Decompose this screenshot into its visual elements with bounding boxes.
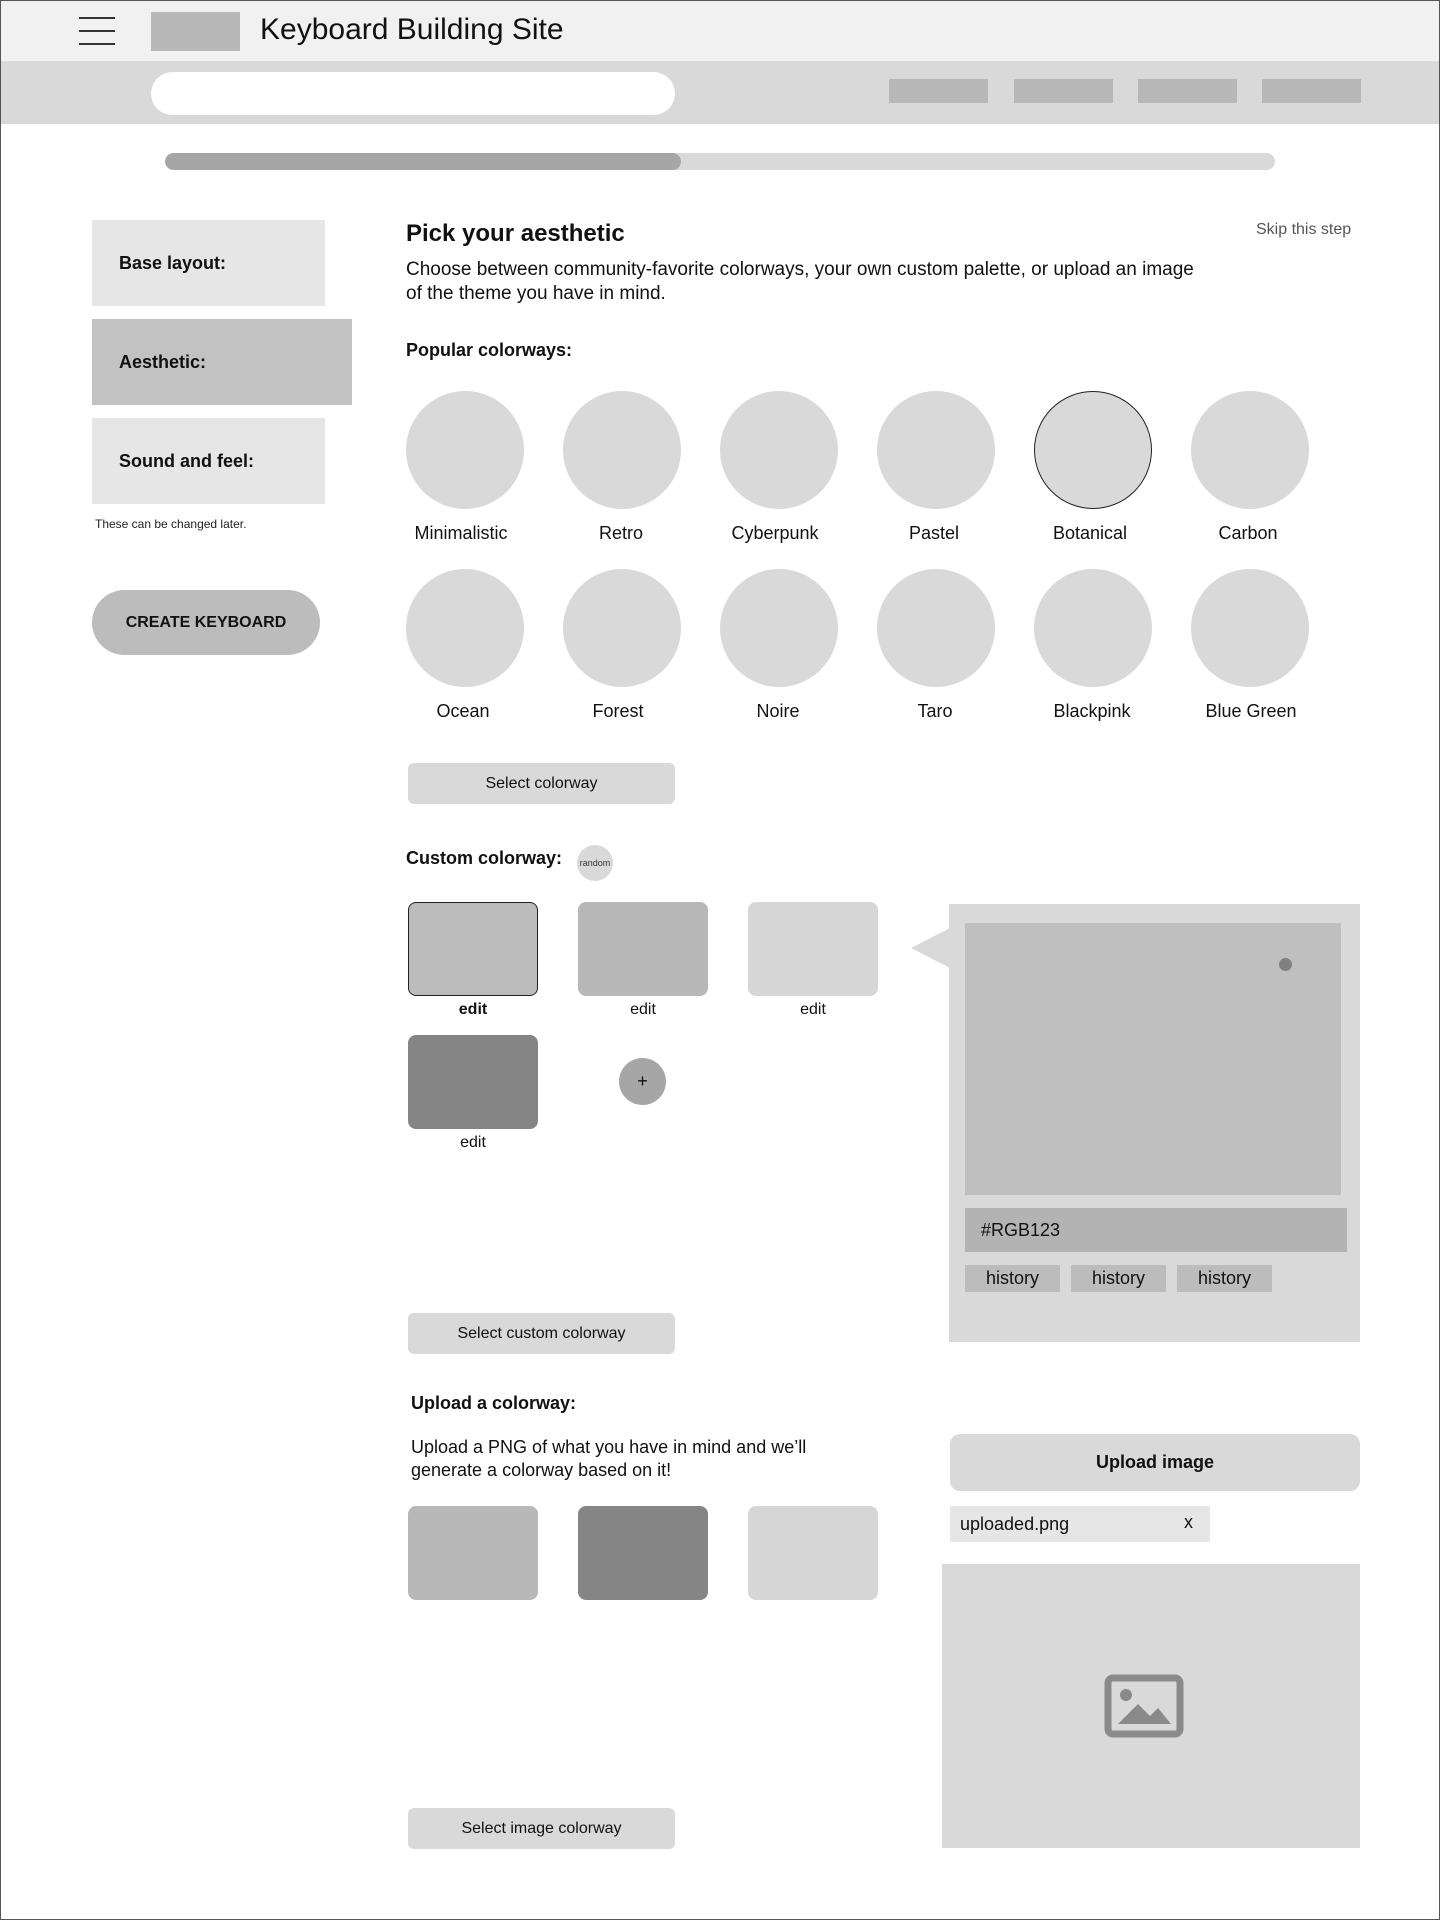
colorway-swatch-ocean[interactable] bbox=[406, 569, 524, 687]
search-input[interactable] bbox=[151, 72, 675, 115]
upload-color-box-1[interactable] bbox=[408, 1506, 538, 1600]
custom-color-box-3[interactable] bbox=[748, 902, 878, 996]
site-logo[interactable] bbox=[151, 12, 240, 51]
remove-file-button[interactable]: x bbox=[1184, 1512, 1193, 1532]
nav-link-1[interactable] bbox=[889, 79, 988, 103]
intro-text: Choose between community-favorite colorways, your own custom palette, or upload an image of the theme you have in mind. bbox=[406, 259, 1194, 304]
colorway-swatch-minimalistic[interactable] bbox=[406, 391, 524, 509]
top-header bbox=[1, 1, 1439, 61]
edit-color-link-2[interactable]: edit bbox=[630, 1001, 656, 1018]
color-history-chip-1[interactable]: history bbox=[965, 1265, 1060, 1292]
colorway-swatch-taro[interactable] bbox=[877, 569, 995, 687]
colorway-swatch-botanical[interactable] bbox=[1034, 391, 1152, 509]
colorway-label: Pastel bbox=[908, 523, 960, 543]
progress-bar-fill bbox=[165, 153, 681, 170]
colorway-swatch-noire[interactable] bbox=[720, 569, 838, 687]
sidebar-step-base-layout[interactable]: Base layout: bbox=[92, 220, 325, 306]
select-custom-colorway-button[interactable]: Select custom colorway bbox=[408, 1313, 675, 1354]
image-placeholder-icon bbox=[1104, 1674, 1184, 1738]
colorway-label: Minimalistic bbox=[414, 523, 508, 543]
colorway-label: Cyberpunk bbox=[731, 523, 819, 543]
colorway-swatch-pastel[interactable] bbox=[877, 391, 995, 509]
sidebar-step-sound-and-feel[interactable]: Sound and feel: bbox=[92, 418, 325, 504]
color-history-chip-3[interactable]: history bbox=[1177, 1265, 1272, 1292]
nav-link-4[interactable] bbox=[1262, 79, 1361, 103]
skip-step-link[interactable]: Skip this step bbox=[1256, 221, 1352, 238]
color-history-chip-2[interactable]: history bbox=[1071, 1265, 1166, 1292]
colorway-swatch-retro[interactable] bbox=[563, 391, 681, 509]
nav-link-3[interactable] bbox=[1138, 79, 1237, 103]
colorway-swatch-blackpink[interactable] bbox=[1034, 569, 1152, 687]
uploaded-file-name: uploaded.png bbox=[960, 1514, 1070, 1534]
colorway-swatch-carbon[interactable] bbox=[1191, 391, 1309, 509]
create-keyboard-button[interactable]: CREATE KEYBOARD bbox=[92, 590, 320, 655]
select-colorway-button[interactable]: Select colorway bbox=[408, 763, 675, 804]
colorway-label: Blackpink bbox=[1053, 701, 1131, 721]
color-picker-pointer bbox=[911, 928, 950, 968]
upload-color-box-2[interactable] bbox=[578, 1506, 708, 1600]
edit-color-link-1[interactable]: edit bbox=[458, 1001, 488, 1018]
custom-color-box-1[interactable] bbox=[408, 902, 538, 996]
page-title: Pick your aesthetic bbox=[406, 220, 625, 247]
colorway-label: Carbon bbox=[1218, 523, 1278, 543]
edit-color-link-4[interactable]: edit bbox=[460, 1134, 486, 1151]
hamburger-menu-icon[interactable] bbox=[79, 17, 115, 45]
colorway-swatch-forest[interactable] bbox=[563, 569, 681, 687]
upload-color-box-3[interactable] bbox=[748, 1506, 878, 1600]
custom-color-box-2[interactable] bbox=[578, 902, 708, 996]
edit-color-link-3[interactable]: edit bbox=[800, 1001, 826, 1018]
add-color-button[interactable]: + bbox=[619, 1058, 666, 1105]
popular-colorways-label: Popular colorways: bbox=[406, 340, 573, 360]
colorway-label: Forest bbox=[592, 701, 644, 721]
nav-bar bbox=[1, 61, 1439, 124]
colorway-swatch-cyberpunk[interactable] bbox=[720, 391, 838, 509]
site-title: Keyboard Building Site bbox=[260, 13, 564, 46]
custom-colorway-label: Custom colorway: bbox=[406, 848, 563, 868]
custom-color-box-4[interactable] bbox=[408, 1035, 538, 1129]
colorway-label: Ocean bbox=[436, 701, 490, 721]
upload-colorway-label: Upload a colorway: bbox=[411, 1393, 577, 1413]
colorway-swatch-blue-green[interactable] bbox=[1191, 569, 1309, 687]
select-image-colorway-button[interactable]: Select image colorway bbox=[408, 1808, 675, 1849]
upload-image-button[interactable]: Upload image bbox=[950, 1434, 1360, 1491]
random-colorway-button[interactable]: random bbox=[577, 845, 613, 881]
upload-description: Upload a PNG of what you have in mind and we’ll generate a colorway based on it! bbox=[411, 1437, 807, 1480]
color-picker-handle[interactable] bbox=[1279, 958, 1292, 971]
colorway-label: Blue Green bbox=[1205, 701, 1297, 721]
colorway-label: Botanical bbox=[1052, 523, 1128, 543]
progress-bar bbox=[165, 153, 1275, 170]
colorway-label: Noire bbox=[756, 701, 800, 721]
nav-link-2[interactable] bbox=[1014, 79, 1113, 103]
sidebar-step-aesthetic[interactable]: Aesthetic: bbox=[92, 319, 352, 405]
uploaded-file-chip bbox=[950, 1506, 1210, 1542]
colorway-label: Retro bbox=[598, 523, 643, 543]
hex-color-input[interactable] bbox=[965, 1208, 1347, 1252]
colorway-label: Taro bbox=[917, 701, 953, 721]
sidebar-note: These can be changed later. bbox=[95, 517, 247, 531]
